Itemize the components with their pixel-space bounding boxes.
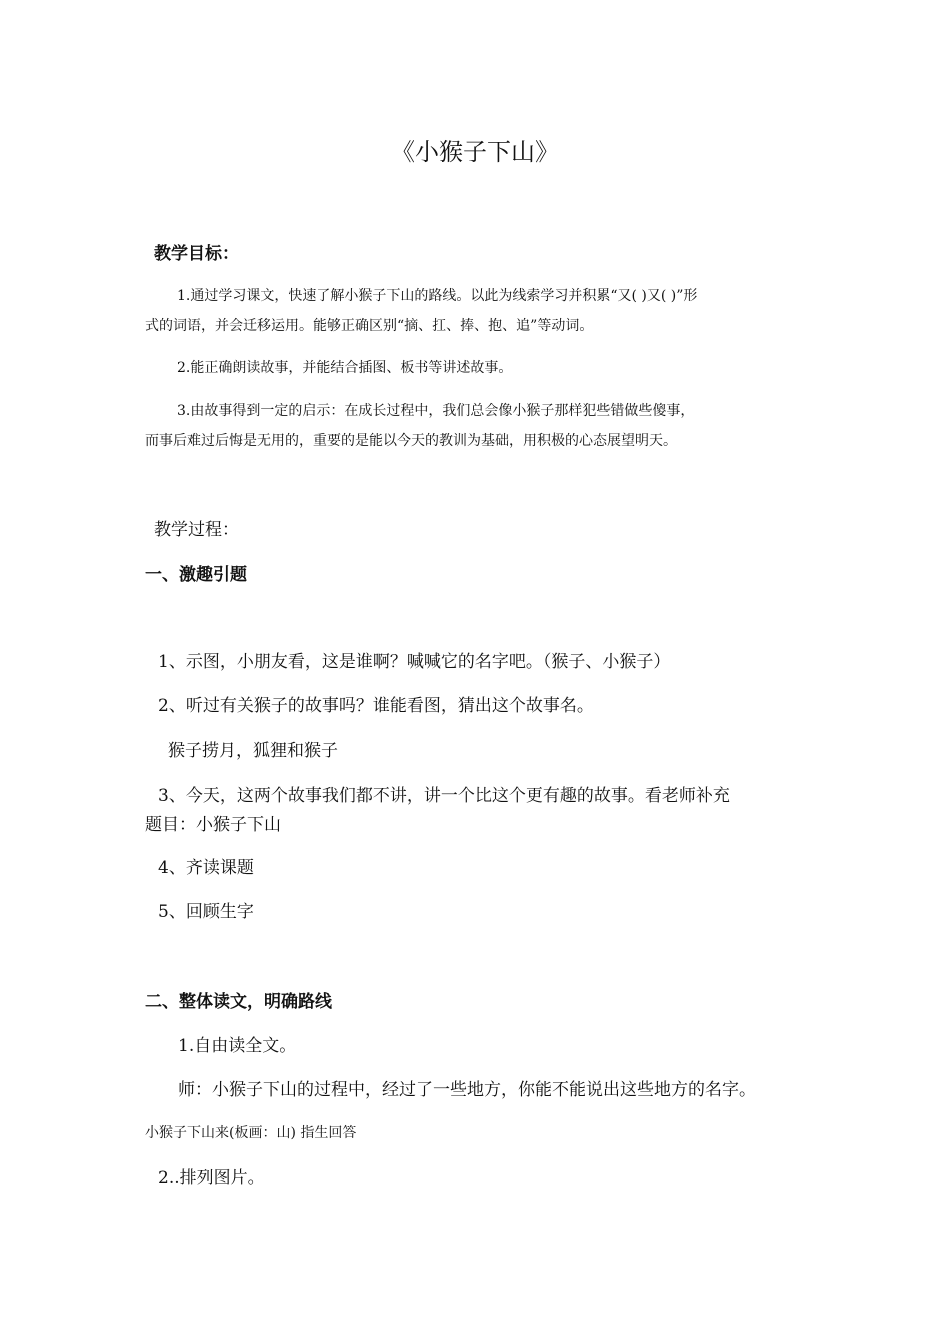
section-1-heading: 一、激趣引题: [145, 565, 247, 585]
section-1-step-4: 4、齐读课题: [158, 858, 254, 878]
objective-1-line-1: 1.通过学习课文，快速了解小猴子下山的路线。以此为线索学习并积累“又( )又( )”形: [177, 288, 698, 304]
section-2-step-2: 2..排列图片。: [158, 1168, 265, 1188]
section-1-step-3-line-1: 3、今天，这两个故事我们都不讲，讲一个比这个更有趣的故事。看老师补充: [158, 786, 730, 806]
section-2-note: 小猴子下山来(板画：山) 指生回答: [145, 1125, 357, 1141]
section-1-step-3-line-2: 题目：小猴子下山: [145, 815, 281, 835]
objective-2: 2.能正确朗读故事，并能结合插图、板书等讲述故事。: [177, 360, 513, 376]
section-2-heading: 二、整体读文，明确路线: [145, 992, 332, 1012]
process-heading: 教学过程：: [154, 520, 239, 540]
section-2-teacher-prompt: 师：小猴子下山的过程中，经过了一些地方，你能不能说出这些地方的名字。: [178, 1080, 756, 1100]
section-1-step-1: 1、示图，小朋友看，这是谁啊？喊喊它的名字吧。（猴子、小猴子）: [158, 652, 671, 672]
document-title: 《小猴子下山》: [391, 138, 559, 166]
objective-3-line-2: 而事后难过后悔是无用的，重要的是能以今天的教训为基础，用积极的心态展望明天。: [145, 433, 677, 449]
objective-3-line-1: 3.由故事得到一定的启示：在成长过程中，我们总会像小猴子那样犯些错做些傻事，: [177, 403, 695, 419]
section-2-step-1: 1.自由读全文。: [178, 1036, 297, 1056]
section-1-step-2: 2、听过有关猴子的故事吗？谁能看图，猜出这个故事名。: [158, 696, 594, 716]
objectives-heading: 教学目标：: [154, 244, 239, 264]
section-1-step-2-answer: 猴子捞月，狐狸和猴子: [168, 741, 338, 761]
section-1-step-5: 5、回顾生字: [158, 902, 254, 922]
objective-1-line-2: 式的词语，并会迁移运用。能够正确区别“摘、扛、捧、抱、追”等动词。: [145, 318, 594, 334]
